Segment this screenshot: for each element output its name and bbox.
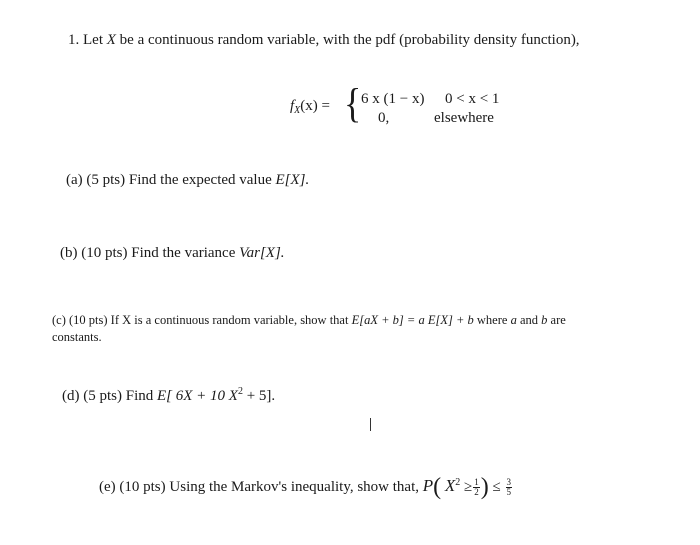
part-e-frac2	[506, 478, 513, 497]
part-e-x: X	[444, 476, 456, 495]
part-d	[62, 388, 275, 405]
part-a-expr: E[X].	[275, 172, 310, 188]
part-d-expr-sup: 2	[237, 386, 243, 397]
part-b-label: (b) (10 pts) Find the variance	[60, 245, 236, 261]
part-c-label: (c) (10 pts) If X is a continuous random variable, show that	[52, 313, 349, 327]
pdf-brace: {	[344, 80, 362, 126]
part-b	[60, 245, 285, 262]
pdf-case2-cond: elsewhere	[434, 110, 494, 126]
part-c-line2: constants.	[52, 330, 102, 344]
part-c	[52, 313, 566, 328]
part-e-le: ≤	[492, 479, 501, 495]
part-e-close-paren: )	[480, 474, 489, 500]
pdf-subscript: X	[294, 105, 301, 116]
text-cursor	[370, 418, 371, 431]
part-c-tail-a: where	[476, 313, 508, 327]
part-e-open-paren: (	[433, 474, 442, 500]
pdf-f: f	[290, 98, 295, 114]
part-c-var-a: a	[510, 313, 517, 327]
intro-variable: X	[106, 32, 116, 48]
part-e-frac1	[473, 478, 480, 497]
intro-text-b: be a continuous random variable, with the pdf (probability density function),	[119, 32, 580, 48]
part-e-ge: ≥	[464, 479, 473, 495]
part-c-tail-b: and	[519, 313, 539, 327]
pdf-case1-expr: 6 x (1 − x)	[361, 91, 425, 107]
pdf-lhs	[290, 98, 330, 115]
question-intro	[68, 32, 580, 49]
part-a	[66, 172, 309, 189]
part-d-expr-pre: E[ 6X + 10 X	[157, 388, 238, 404]
part-e-frac1-den: 2	[474, 487, 479, 498]
part-e-frac1-num: 1	[474, 477, 479, 488]
part-d-label: (d) (5 pts) Find	[62, 388, 154, 404]
pdf-case2-expr: 0,	[378, 110, 390, 126]
part-c-expr: E[aX + b] = a E[X] + b	[351, 313, 474, 327]
part-e-frac2-den: 5	[506, 487, 512, 498]
part-a-label: (a) (5 pts) Find the expected value	[66, 172, 272, 188]
part-e-sup: 2	[455, 477, 461, 488]
part-d-expr-post: + 5].	[246, 388, 276, 404]
part-e-label: (e) (10 pts) Using the Markov's inequality, show that,	[99, 479, 420, 495]
part-e-p: P	[422, 476, 434, 495]
part-e	[99, 474, 513, 501]
question-number: 1.	[68, 32, 80, 48]
intro-text-a: Let	[83, 32, 103, 48]
part-b-expr: Var[X].	[239, 245, 285, 261]
pdf-case1-cond: 0 < x < 1	[445, 91, 500, 107]
part-c-var-b: b	[541, 313, 548, 327]
part-c-tail-c: are	[550, 313, 566, 327]
part-e-frac2-num: 3	[506, 477, 512, 488]
pdf-arg: (x) =	[300, 98, 330, 114]
